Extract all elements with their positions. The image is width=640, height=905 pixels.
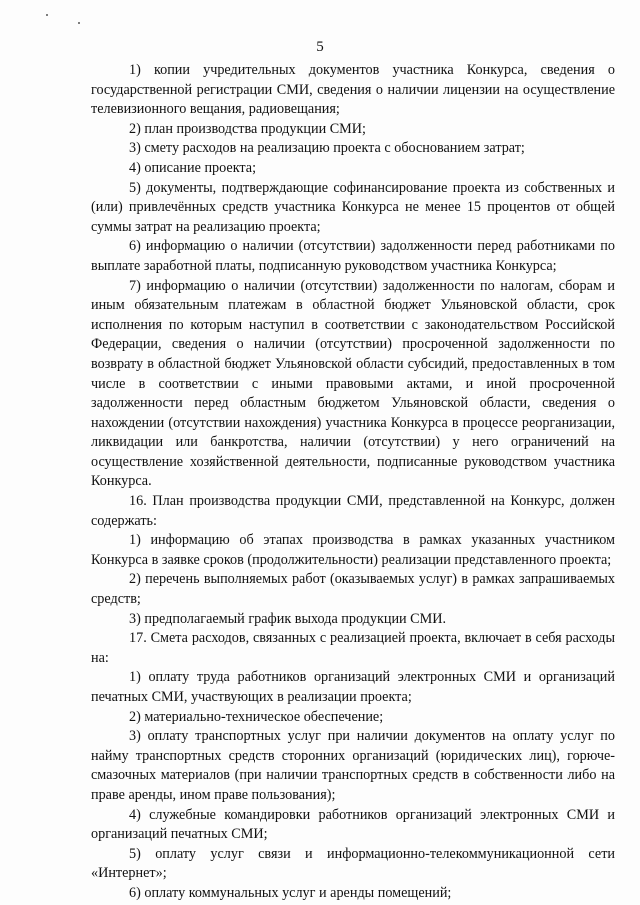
paragraph-item-3-budget-estimate: 3) смету расходов на реализацию проекта с обоснованием затрат;: [129, 140, 525, 157]
paragraph-item-5-cofinancing: 5) документы, подтверждающие софинансирование проекта из собственных и (или) привлечённых средств участника Конкурса не менее 15 процентов от общей суммы затрат на реализацию проекта;: [91, 179, 615, 235]
paragraph-section-16: 16. План производства продукции СМИ, представленной на Конкурс, должен содержать:: [91, 493, 615, 529]
paragraph-item-7-tax-debt: 7) информацию о наличии (отсутствии) задолженности по налогам, сборам и иным обязательным платежам в областной бюджет Ульяновской области, срок исполнения по которым наступил в соответствии с законодательством Российской Федерации, сведения о наличии (отсутствии) просроченной задолженности по возврату в областной бюджет Ульяновской области субсидий, предоставленных в том числе в соответствии с иными правовыми актами, и иной просроченной задолженности перед областным бюджетом Ульяновской области, сведения о нахождении (отсутствии нахождения) участника Конкурса в процессе реорганизации, ликвидации или банкротства, наличии (отсутствии) у него ограничений на осуществление хозяйственной деятельности, подписанные руководством участника Конкурса.: [91, 277, 615, 490]
document-body: [91, 61, 615, 904]
paragraph-item-6-wage-debt: 6) информацию о наличии (отсутствии) задолженности перед работниками по выплате заработной платы, подписанную руководством участника Конкурса;: [91, 238, 615, 274]
paragraph-16-item-3: 3) предполагаемый график выхода продукции СМИ.: [129, 610, 447, 627]
paragraph-17-item-5: 5) оплату услуг связи и информационно-телекоммуникационной сети «Интернет»;: [91, 845, 615, 882]
paragraph-item-4-project-description: 4) описание проекта;: [129, 159, 257, 176]
paragraph-item-1-charter-docs: 1) копии учредительных документов участника Конкурса, сведения о государственной регистрации СМИ, сведения о наличии лицензии на осуществление телевизионного вещания, радиовещания;: [91, 62, 615, 118]
paragraph-17-item-1: 1) оплату труда работников организаций электронных СМИ и организаций печатных СМИ, участвующих в реализации проекта;: [91, 669, 615, 705]
scan-speck: [46, 14, 48, 16]
paragraph-section-17: 17. Смета расходов, связанных с реализацией проекта, включает в себя расходы на:: [91, 630, 615, 666]
paragraph-17-item-3: 3) оплату транспортных услуг при наличии документов на оплату услуг по найму транспортных средств сторонних организаций (юридических лиц), горюче-смазочных материалов (при наличии транспортных средств в собственности либо на праве аренды, ином праве пользования);: [91, 728, 615, 803]
scan-speck: [78, 22, 80, 24]
paragraph-17-item-4: 4) служебные командировки работников организаций электронных СМИ и организаций печатных СМИ;: [91, 806, 615, 843]
paragraph-17-item-2: 2) материально-техническое обеспечение;: [129, 708, 384, 725]
paragraph-16-item-2: 2) перечень выполняемых работ (оказываемых услуг) в рамках запрашиваемых средств;: [91, 571, 615, 608]
paragraph-16-item-1: 1) информацию об этапах производства в рамках указанных участником Конкурса в заявке сроков (продолжительности) реализации представленного проекта;: [91, 532, 615, 568]
page-number: 5: [316, 39, 324, 55]
paragraph-item-2-production-plan: 2) план производства продукции СМИ;: [129, 120, 366, 137]
paragraph-17-item-6: 6) оплату коммунальных услуг и аренды помещений;: [129, 884, 452, 901]
